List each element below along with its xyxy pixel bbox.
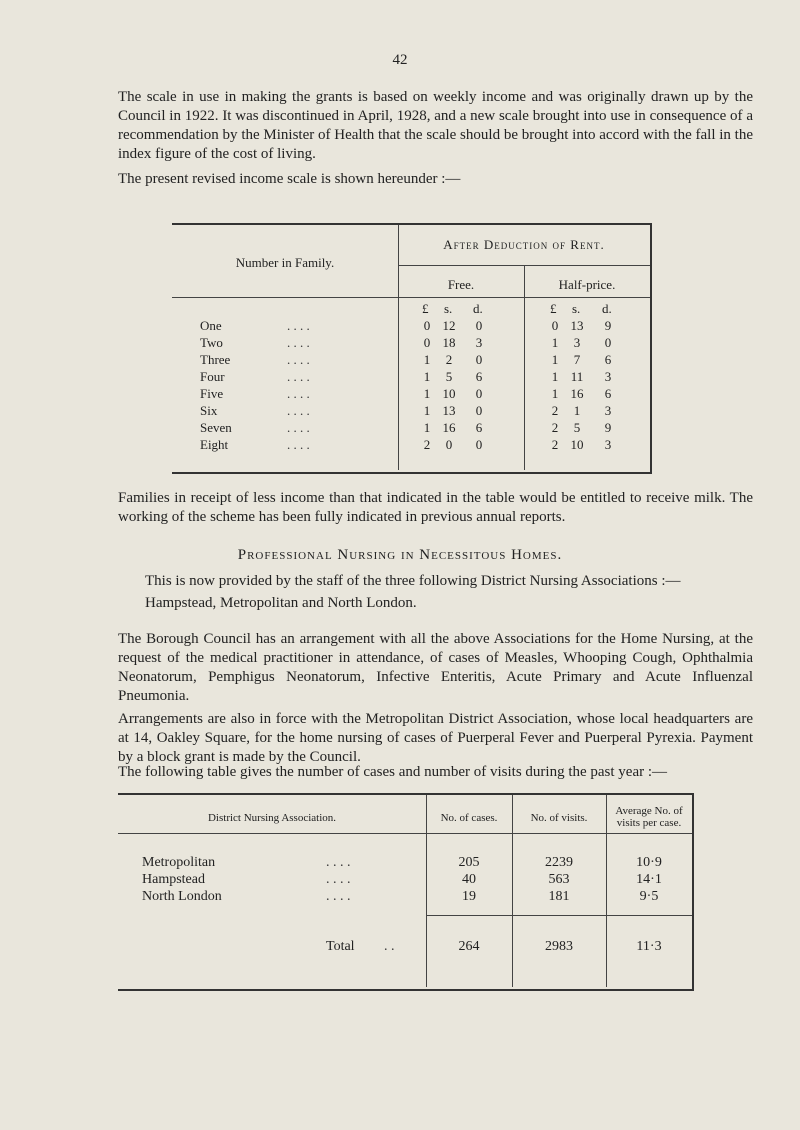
home-nursing-paragraph xyxy=(118,630,753,706)
leader-dots: . . . . xyxy=(326,889,351,904)
total-visits: 2983 xyxy=(545,939,573,954)
free-pounds: 1 xyxy=(423,386,431,401)
half-pence: 9 xyxy=(604,420,612,435)
average-visits: 9·5 xyxy=(639,889,659,904)
header-visits: No. of visits. xyxy=(530,812,588,824)
leader-dots: . . . . xyxy=(287,335,310,350)
income-row xyxy=(172,318,650,335)
header-after-deduction: After Deduction of Rent. xyxy=(443,237,605,252)
half-shillings: 13 xyxy=(570,318,584,333)
unit-pence: d. xyxy=(473,301,483,316)
income-row xyxy=(172,420,650,437)
milk-text: Families in receipt of less income than that indicated in the table would be entitled to receive milk. The working of the scheme has been fully indicated in previous annual reports. xyxy=(118,490,753,525)
leader-dots: . . . . xyxy=(287,420,310,435)
section-heading: Professional Nursing in Necessitous Homes. xyxy=(237,547,563,563)
family-size: Seven xyxy=(200,420,232,435)
family-size: Eight xyxy=(200,437,229,452)
leader-dots: . . . . xyxy=(287,352,310,367)
half-pounds: 2 xyxy=(551,403,559,418)
intro-paragraph xyxy=(118,88,753,164)
income-row xyxy=(172,369,650,386)
free-pence: 6 xyxy=(475,369,483,384)
scale-intro-text: The present revised income scale is shown hereunder :— xyxy=(118,171,461,187)
half-pounds: 2 xyxy=(551,420,559,435)
half-pounds: 1 xyxy=(551,369,559,384)
header-average: Average No. of visits per case. xyxy=(615,805,683,829)
intro-text: The scale in use in making the grants is based on weekly income and was originally drawn up by the Council in 1922. It was discontinued in April, 1928, and a new scale brought into use in consequence of a recommendation by the Minister of Health that the scale should be brought into accord with the fall in the index figure of the cost of living. xyxy=(118,89,753,162)
total-row xyxy=(118,939,692,956)
half-pence: 3 xyxy=(604,403,612,418)
half-pence: 3 xyxy=(604,369,612,384)
puerperal-paragraph xyxy=(118,710,753,767)
half-pounds: 1 xyxy=(551,352,559,367)
free-pounds: 0 xyxy=(423,318,431,333)
association-name: North London xyxy=(142,889,222,904)
leader-dots: . . . . xyxy=(287,437,310,452)
leader-dots: . . . . xyxy=(287,386,310,401)
nursing-visits-table xyxy=(118,793,694,991)
association-name: Metropolitan xyxy=(142,855,216,870)
half-pence: 6 xyxy=(604,386,612,401)
association-name: Hampstead xyxy=(142,872,205,887)
free-pence: 0 xyxy=(475,352,483,367)
free-pence: 0 xyxy=(475,318,483,333)
income-row xyxy=(172,437,650,454)
association-row xyxy=(118,872,692,889)
free-shillings: 13 xyxy=(442,403,456,418)
association-row xyxy=(118,889,692,906)
free-shillings: 10 xyxy=(442,386,456,401)
family-size: Two xyxy=(200,335,223,350)
visits-intro xyxy=(118,763,753,782)
header-half-price: Half-price. xyxy=(558,277,616,292)
half-pence: 0 xyxy=(604,335,612,350)
half-shillings: 16 xyxy=(570,386,584,401)
leader-dots: . . . . xyxy=(326,855,351,870)
free-shillings: 0 xyxy=(445,437,453,452)
half-pence: 6 xyxy=(604,352,612,367)
income-row xyxy=(172,335,650,352)
visits-count: 2239 xyxy=(545,855,573,870)
scale-intro xyxy=(118,170,753,189)
free-pounds: 1 xyxy=(423,352,431,367)
visits-intro-text: The following table gives the number of cases and number of visits during the past year :— xyxy=(118,764,668,780)
cases-count: 19 xyxy=(462,889,476,904)
free-shillings: 16 xyxy=(442,420,456,435)
total-cases: 264 xyxy=(458,939,480,954)
unit-pound: £ xyxy=(422,301,429,316)
half-shillings: 11 xyxy=(570,369,584,384)
income-row xyxy=(172,403,650,420)
leader-dots: . . . . xyxy=(287,369,310,384)
visits-count: 563 xyxy=(548,872,570,887)
header-family: Number in Family. xyxy=(235,255,335,270)
unit-shilling: s. xyxy=(444,301,453,316)
free-pence: 0 xyxy=(475,403,483,418)
free-pence: 3 xyxy=(475,335,483,350)
family-size: Six xyxy=(200,403,218,418)
leader-dots: . . xyxy=(384,939,395,954)
income-scale-table xyxy=(172,223,652,474)
half-pounds: 0 xyxy=(551,318,559,333)
free-pounds: 0 xyxy=(423,335,431,350)
page-number: 42 xyxy=(392,52,408,68)
half-shillings: 1 xyxy=(573,403,581,418)
associations-list-text: Hampstead, Metropolitan and North London. xyxy=(145,595,417,611)
average-visits: 10·9 xyxy=(636,855,662,870)
family-size: Five xyxy=(200,386,224,401)
associations-paragraph xyxy=(145,572,755,591)
family-size: Four xyxy=(200,369,225,384)
half-pounds: 2 xyxy=(551,437,559,452)
free-pounds: 1 xyxy=(423,420,431,435)
family-size: Three xyxy=(200,352,231,367)
association-row xyxy=(118,855,692,872)
free-pounds: 2 xyxy=(423,437,431,452)
free-pence: 0 xyxy=(475,386,483,401)
free-shillings: 18 xyxy=(442,335,456,350)
home-nursing-text: The Borough Council has an arrangement with all the above Associations for the Home Nursing, at the request of the medical practitioner in attendance, of cases of Measles, Whooping Cough, Ophthalmia Neonatorum, Pemphigus Neonatorum, Infective Enteritis, Acute Primary and Acute Influenzal Pneumonia. xyxy=(118,631,753,704)
free-shillings: 12 xyxy=(442,318,456,333)
units-row xyxy=(172,301,650,318)
header-free: Free. xyxy=(447,277,475,292)
half-pence: 3 xyxy=(604,437,612,452)
leader-dots: . . . . xyxy=(287,403,310,418)
free-pounds: 1 xyxy=(423,403,431,418)
cases-count: 40 xyxy=(462,872,476,887)
half-pounds: 1 xyxy=(551,386,559,401)
leader-dots: . . . . xyxy=(287,318,310,333)
visits-count: 181 xyxy=(548,889,570,904)
unit-pence: d. xyxy=(602,301,612,316)
income-row xyxy=(172,386,650,403)
income-row xyxy=(172,352,650,369)
half-pounds: 1 xyxy=(551,335,559,350)
family-size: One xyxy=(200,318,222,333)
leader-dots: . . . . xyxy=(326,872,351,887)
half-shillings: 5 xyxy=(573,420,581,435)
unit-pound: £ xyxy=(550,301,557,316)
half-shillings: 7 xyxy=(573,352,581,367)
half-shillings: 3 xyxy=(573,335,581,350)
associations-list xyxy=(145,594,755,613)
total-label: Total xyxy=(326,939,355,954)
free-pounds: 1 xyxy=(423,369,431,384)
header-association: District Nursing Association. xyxy=(207,812,337,824)
puerperal-text: Arrangements are also in force with the Metropolitan District Association, whose local headquarters are at 14, Oakley Square, for the home nursing of cases of Puerperal Fever and Puerperal Pyrexia. Payment by a block grant is made by the Council. xyxy=(118,711,753,765)
free-shillings: 5 xyxy=(445,369,453,384)
associations-text: This is now provided by the staff of the three following District Nursing Associations :— xyxy=(145,573,681,589)
half-shillings: 10 xyxy=(570,437,584,452)
total-average: 11·3 xyxy=(636,939,662,954)
header-cases: No. of cases. xyxy=(440,812,498,824)
free-pence: 6 xyxy=(475,420,483,435)
milk-paragraph xyxy=(118,489,753,527)
half-pence: 9 xyxy=(604,318,612,333)
free-shillings: 2 xyxy=(445,352,453,367)
average-visits: 14·1 xyxy=(636,872,662,887)
cases-count: 205 xyxy=(458,855,480,870)
free-pence: 0 xyxy=(475,437,483,452)
unit-shilling: s. xyxy=(572,301,581,316)
